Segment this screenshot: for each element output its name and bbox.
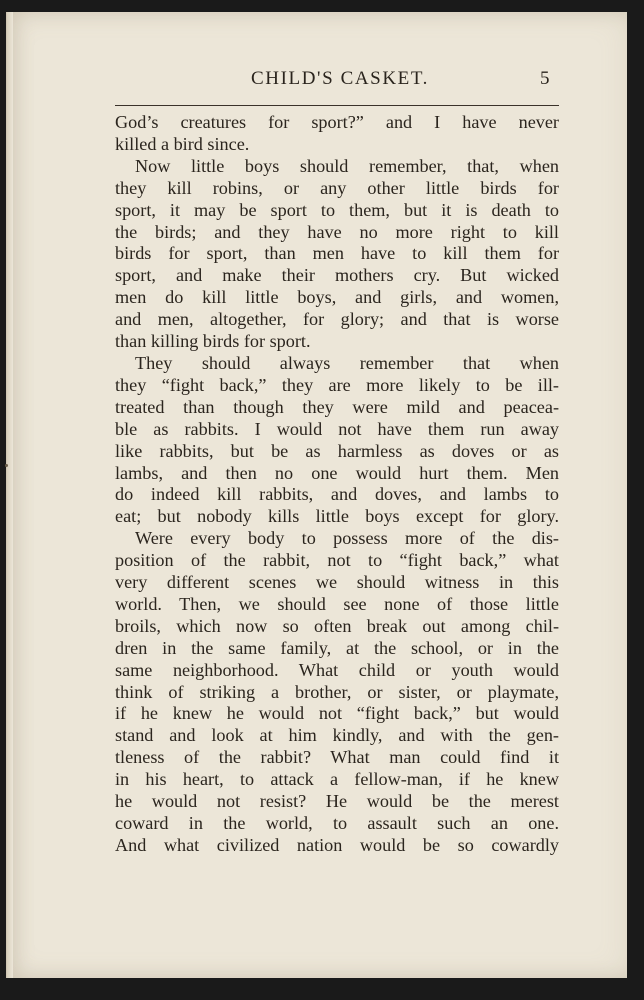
text-line: if he knew he would not “fight back,” but would	[115, 703, 559, 724]
text-line: same neighborhood. What child or youth would	[115, 659, 559, 680]
text-line: world. Then, we should see none of those little	[115, 593, 559, 614]
text-line: sport, and make their mothers cry. But wicked	[115, 265, 559, 286]
header-rule	[115, 105, 559, 106]
text-line: stand and look at him kindly, and with the gen-	[115, 725, 559, 746]
text-line: than killing birds for sport.	[115, 331, 311, 352]
text-line: in his heart, to attack a fellow-man, if he knew	[115, 769, 559, 790]
text-line: killed a bird since.	[115, 133, 250, 154]
body-text	[115, 112, 559, 857]
text-line: think of striking a brother, or sister, or playmate,	[115, 681, 559, 702]
text-line: position of the rabbit, not to “fight back,” what	[115, 550, 559, 571]
text-line: men do kill little boys, and girls, and women,	[115, 287, 559, 308]
text-line: dren in the same family, at the school, or in the	[115, 637, 559, 658]
text-line: Were every body to possess more of the dis-	[135, 528, 559, 549]
text-line: the birds; and they have no more right to kill	[115, 221, 559, 242]
text-line: sport, it may be sport to them, but it is death to	[115, 199, 559, 220]
text-line: coward in the world, to assault such an one.	[115, 813, 559, 833]
text-line: like rabbits, but be as harmless as doves or as	[115, 440, 559, 461]
running-title: CHILD'S CASKET.	[251, 68, 430, 89]
text-line: treated than though they were mild and peacea-	[115, 396, 559, 417]
text-line: birds for sport, than men have to kill them for	[115, 243, 559, 264]
text-line: broils, which now so often break out among chil-	[115, 615, 559, 636]
text-line: eat; but nobody kills little boys except for glory.	[115, 506, 559, 527]
text-line: they kill robins, or any other little birds for	[115, 177, 559, 198]
page-gutter	[7, 12, 13, 978]
paper-fleck	[5, 464, 8, 467]
text-line: and men, altogether, for glory; and that is worse	[115, 309, 559, 330]
book-page	[6, 12, 627, 978]
text-line: he would not resist? He would be the merest	[115, 791, 559, 812]
text-line: lambs, and then no one would hurt them. Men	[115, 462, 559, 483]
page-number: 5	[540, 68, 550, 89]
text-line: They should always remember that when	[135, 352, 559, 373]
text-line: do indeed kill rabbits, and doves, and lambs to	[115, 484, 559, 505]
text-line: And what civilized nation would be so cowardly	[115, 834, 559, 855]
text-line: tleness of the rabbit? What man could find it	[115, 747, 559, 768]
text-line: they “fight back,” they are more likely to be ill-	[115, 374, 559, 395]
text-line: God’s creatures for sport?” and I have never	[115, 112, 559, 132]
running-head	[7, 66, 627, 96]
text-line: Now little boys should remember, that, when	[135, 155, 559, 176]
text-line: very different scenes we should witness in this	[115, 572, 559, 593]
text-line: ble as rabbits. I would not have them run away	[115, 418, 559, 439]
